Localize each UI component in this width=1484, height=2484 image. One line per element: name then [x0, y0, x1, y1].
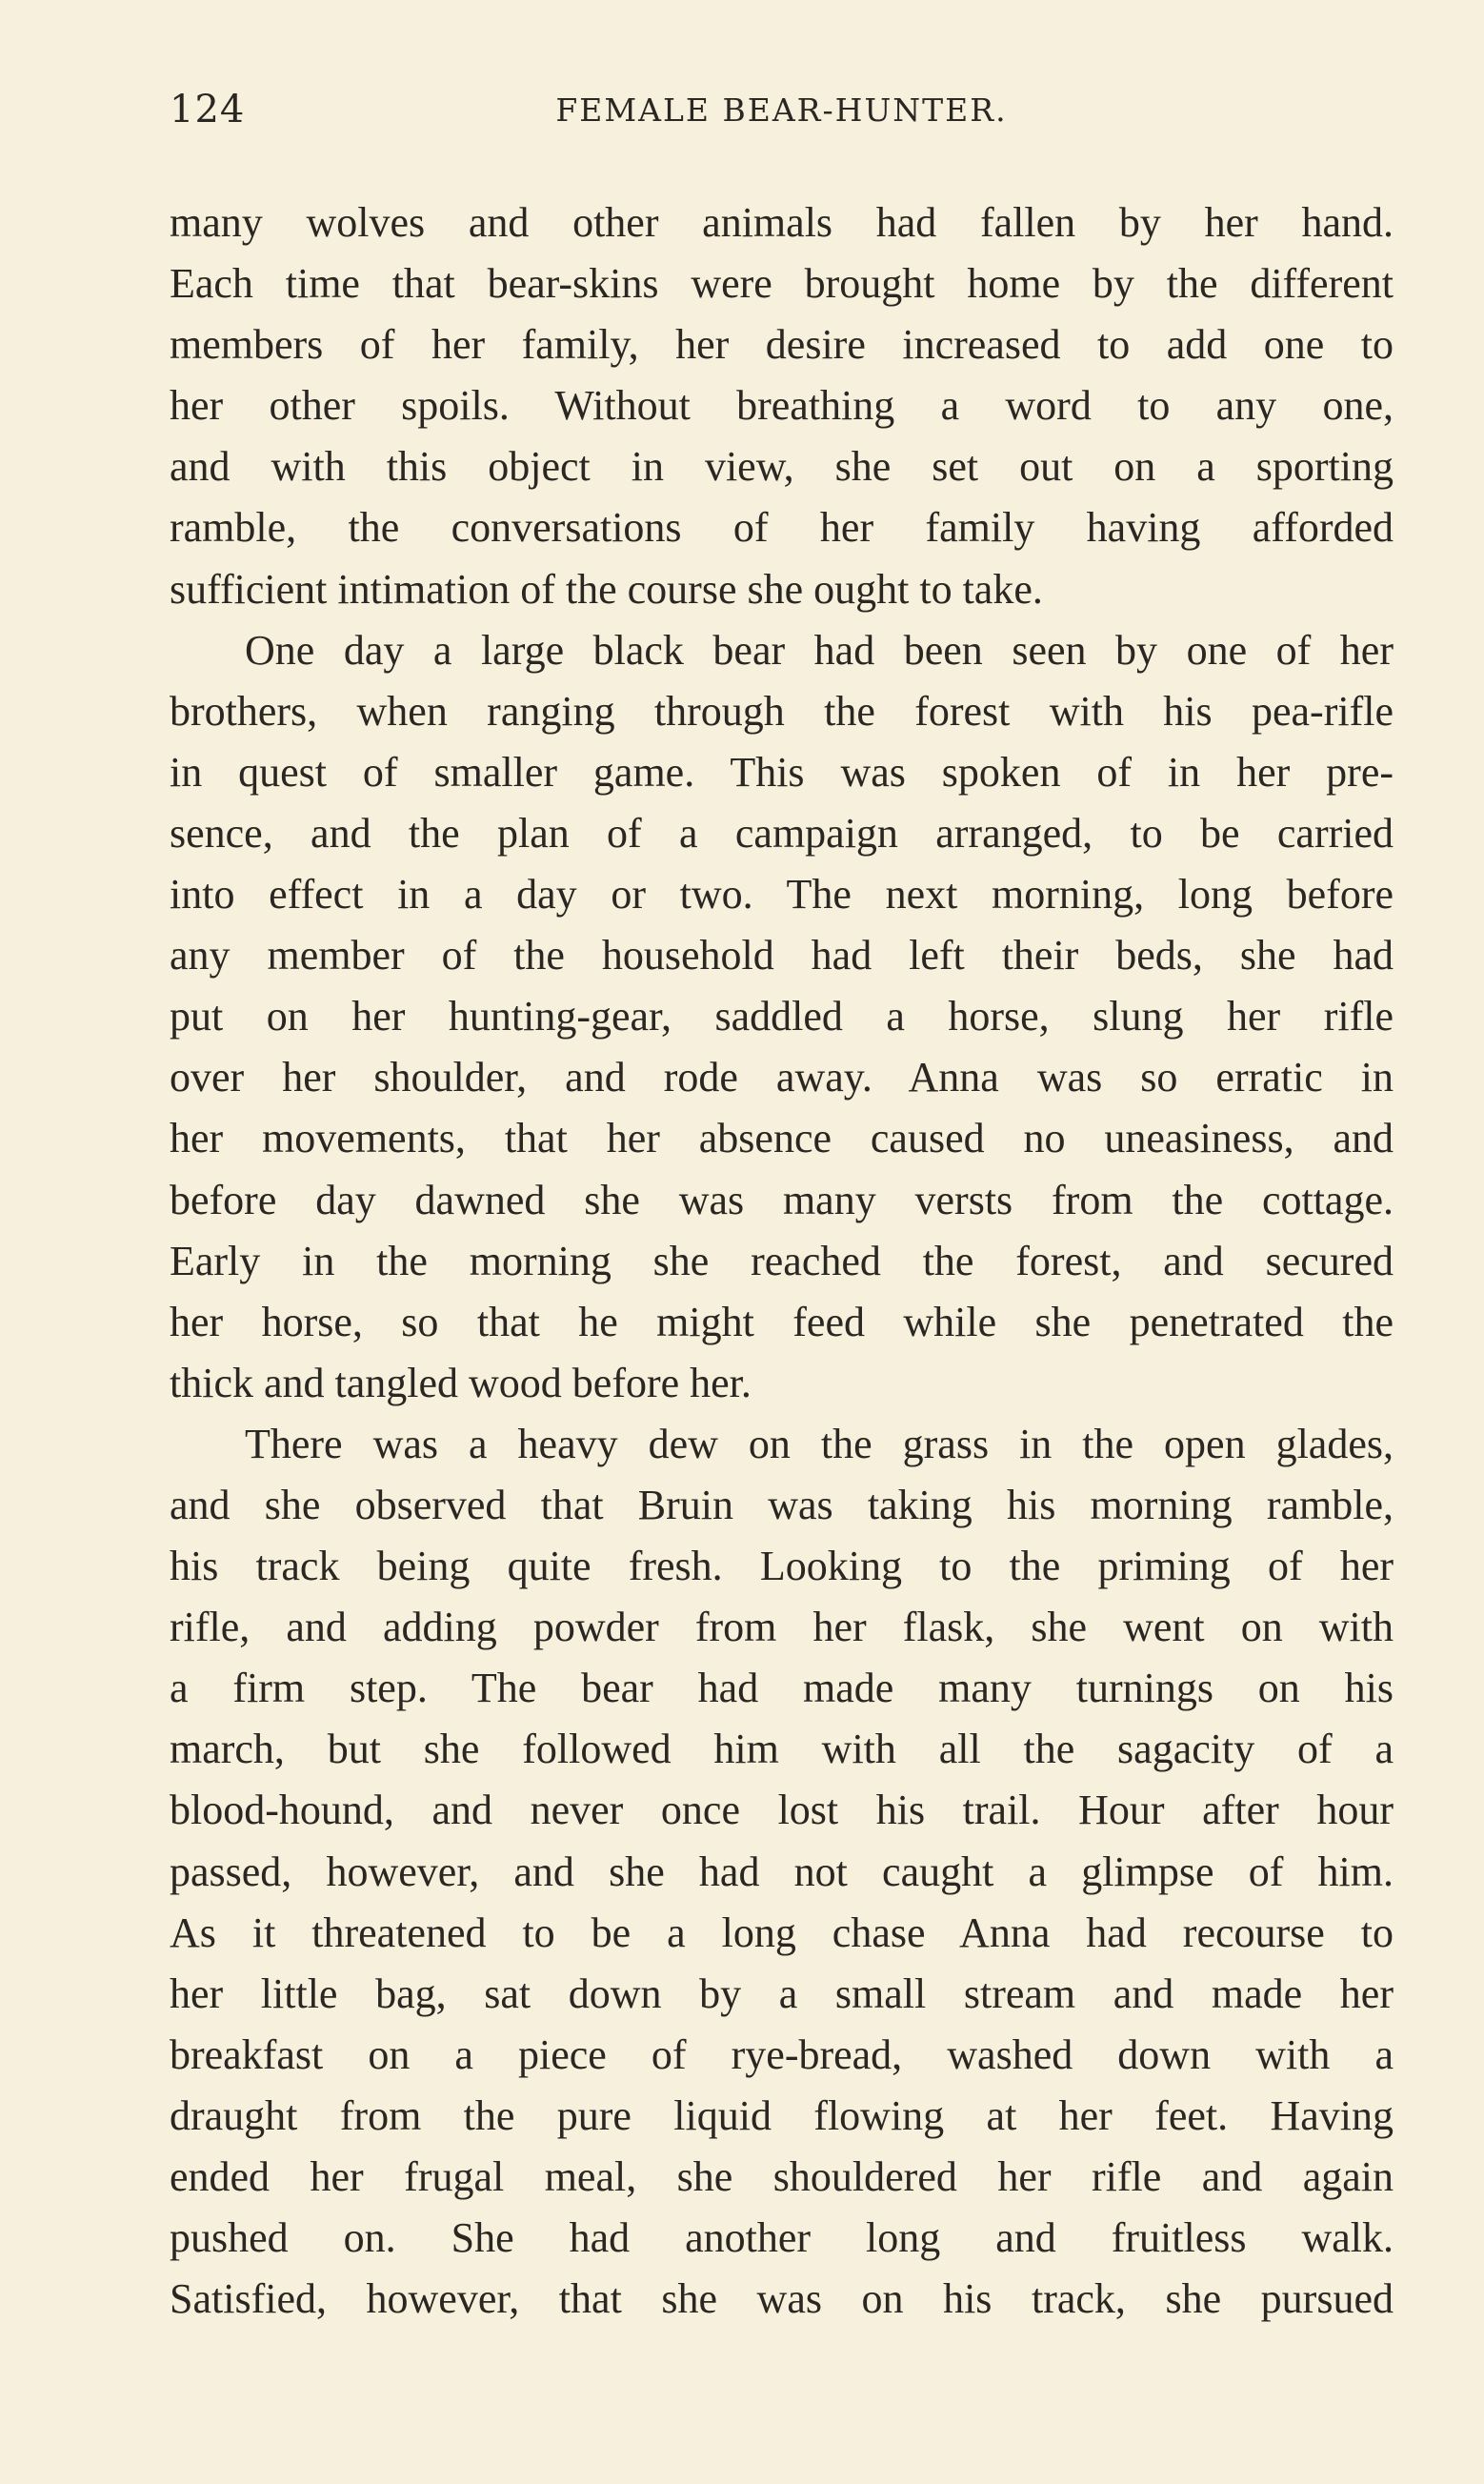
text-line: in quest of smaller game. This was spoken of in her pre-: [170, 748, 1394, 796]
text-line: her other spoils. Without breathing a word to any one,: [170, 382, 1394, 430]
text-line: a firm step. The bear had made many turnings on his: [170, 1665, 1394, 1712]
text-line: ramble, the conversations of her family having afforded: [170, 504, 1394, 552]
text-line: sufficient intimation of the course she ought to take.: [170, 565, 1043, 613]
text-line: sence, and the plan of a campaign arranged, to be carried: [170, 809, 1394, 857]
text-line: her little bag, sat down by a small stream and made her: [170, 1969, 1394, 2017]
text-line: before day dawned she was many versts from the cottage.: [170, 1176, 1394, 1223]
text-line: blood-hound, and never once lost his trail. Hour after hour: [170, 1787, 1394, 1834]
page-number: 124: [170, 88, 246, 131]
body-text: [170, 192, 1394, 2330]
text-line: many wolves and other animals had fallen by her hand.: [170, 199, 1394, 246]
text-line: draught from the pure liquid flowing at her feet. Having: [170, 2091, 1394, 2139]
text-line: Early in the morning she reached the forest, and secured: [170, 1237, 1394, 1284]
text-line: rifle, and adding powder from her flask, she went on with: [170, 1604, 1394, 1651]
text-line: Each time that bear-skins were brought home by the different: [170, 260, 1394, 308]
running-title: FEMALE BEAR-HUNTER.: [555, 91, 1008, 129]
text-line: put on her hunting-gear, saddled a horse, slung her rifle: [170, 993, 1394, 1040]
text-line: pushed on. She had another long and fruitless walk.: [170, 2214, 1394, 2262]
text-line: One day a large black bear had been seen by one of her: [245, 626, 1394, 674]
text-line: ended her frugal meal, she shouldered her rifle and again: [170, 2153, 1394, 2200]
text-line: As it threatened to be a long chase Anna had recourse to: [170, 1908, 1394, 1956]
text-line: any member of the household had left their beds, she had: [170, 932, 1394, 979]
text-line: into effect in a day or two. The next morning, long before: [170, 871, 1394, 919]
text-line: over her shoulder, and rode away. Anna was so erratic in: [170, 1054, 1394, 1101]
text-line: brothers, when ranging through the forest with his pea-rifle: [170, 687, 1394, 735]
text-line: and with this object in view, she set out on a sporting: [170, 443, 1394, 491]
text-line: his track being quite fresh. Looking to the priming of her: [170, 1543, 1394, 1590]
text-line: and she observed that Bruin was taking his morning ramble,: [170, 1481, 1394, 1528]
text-line: There was a heavy dew on the grass in the open glades,: [245, 1420, 1394, 1467]
text-line: breakfast on a piece of rye-bread, washed down with a: [170, 2030, 1394, 2078]
text-line: march, but she followed him with all the sagacity of a: [170, 1726, 1394, 1773]
text-line: thick and tangled wood before her.: [170, 1359, 752, 1406]
text-line: her horse, so that he might feed while she penetrated the: [170, 1298, 1394, 1345]
text-line: her movements, that her absence caused no uneasiness, and: [170, 1115, 1394, 1162]
text-line: members of her family, her desire increased to add one to: [170, 321, 1394, 369]
text-line: Satisfied, however, that she was on his track, she pursued: [170, 2275, 1394, 2323]
running-head: [170, 88, 1394, 145]
text-line: passed, however, and she had not caught a glimpse of him.: [170, 1848, 1394, 1895]
